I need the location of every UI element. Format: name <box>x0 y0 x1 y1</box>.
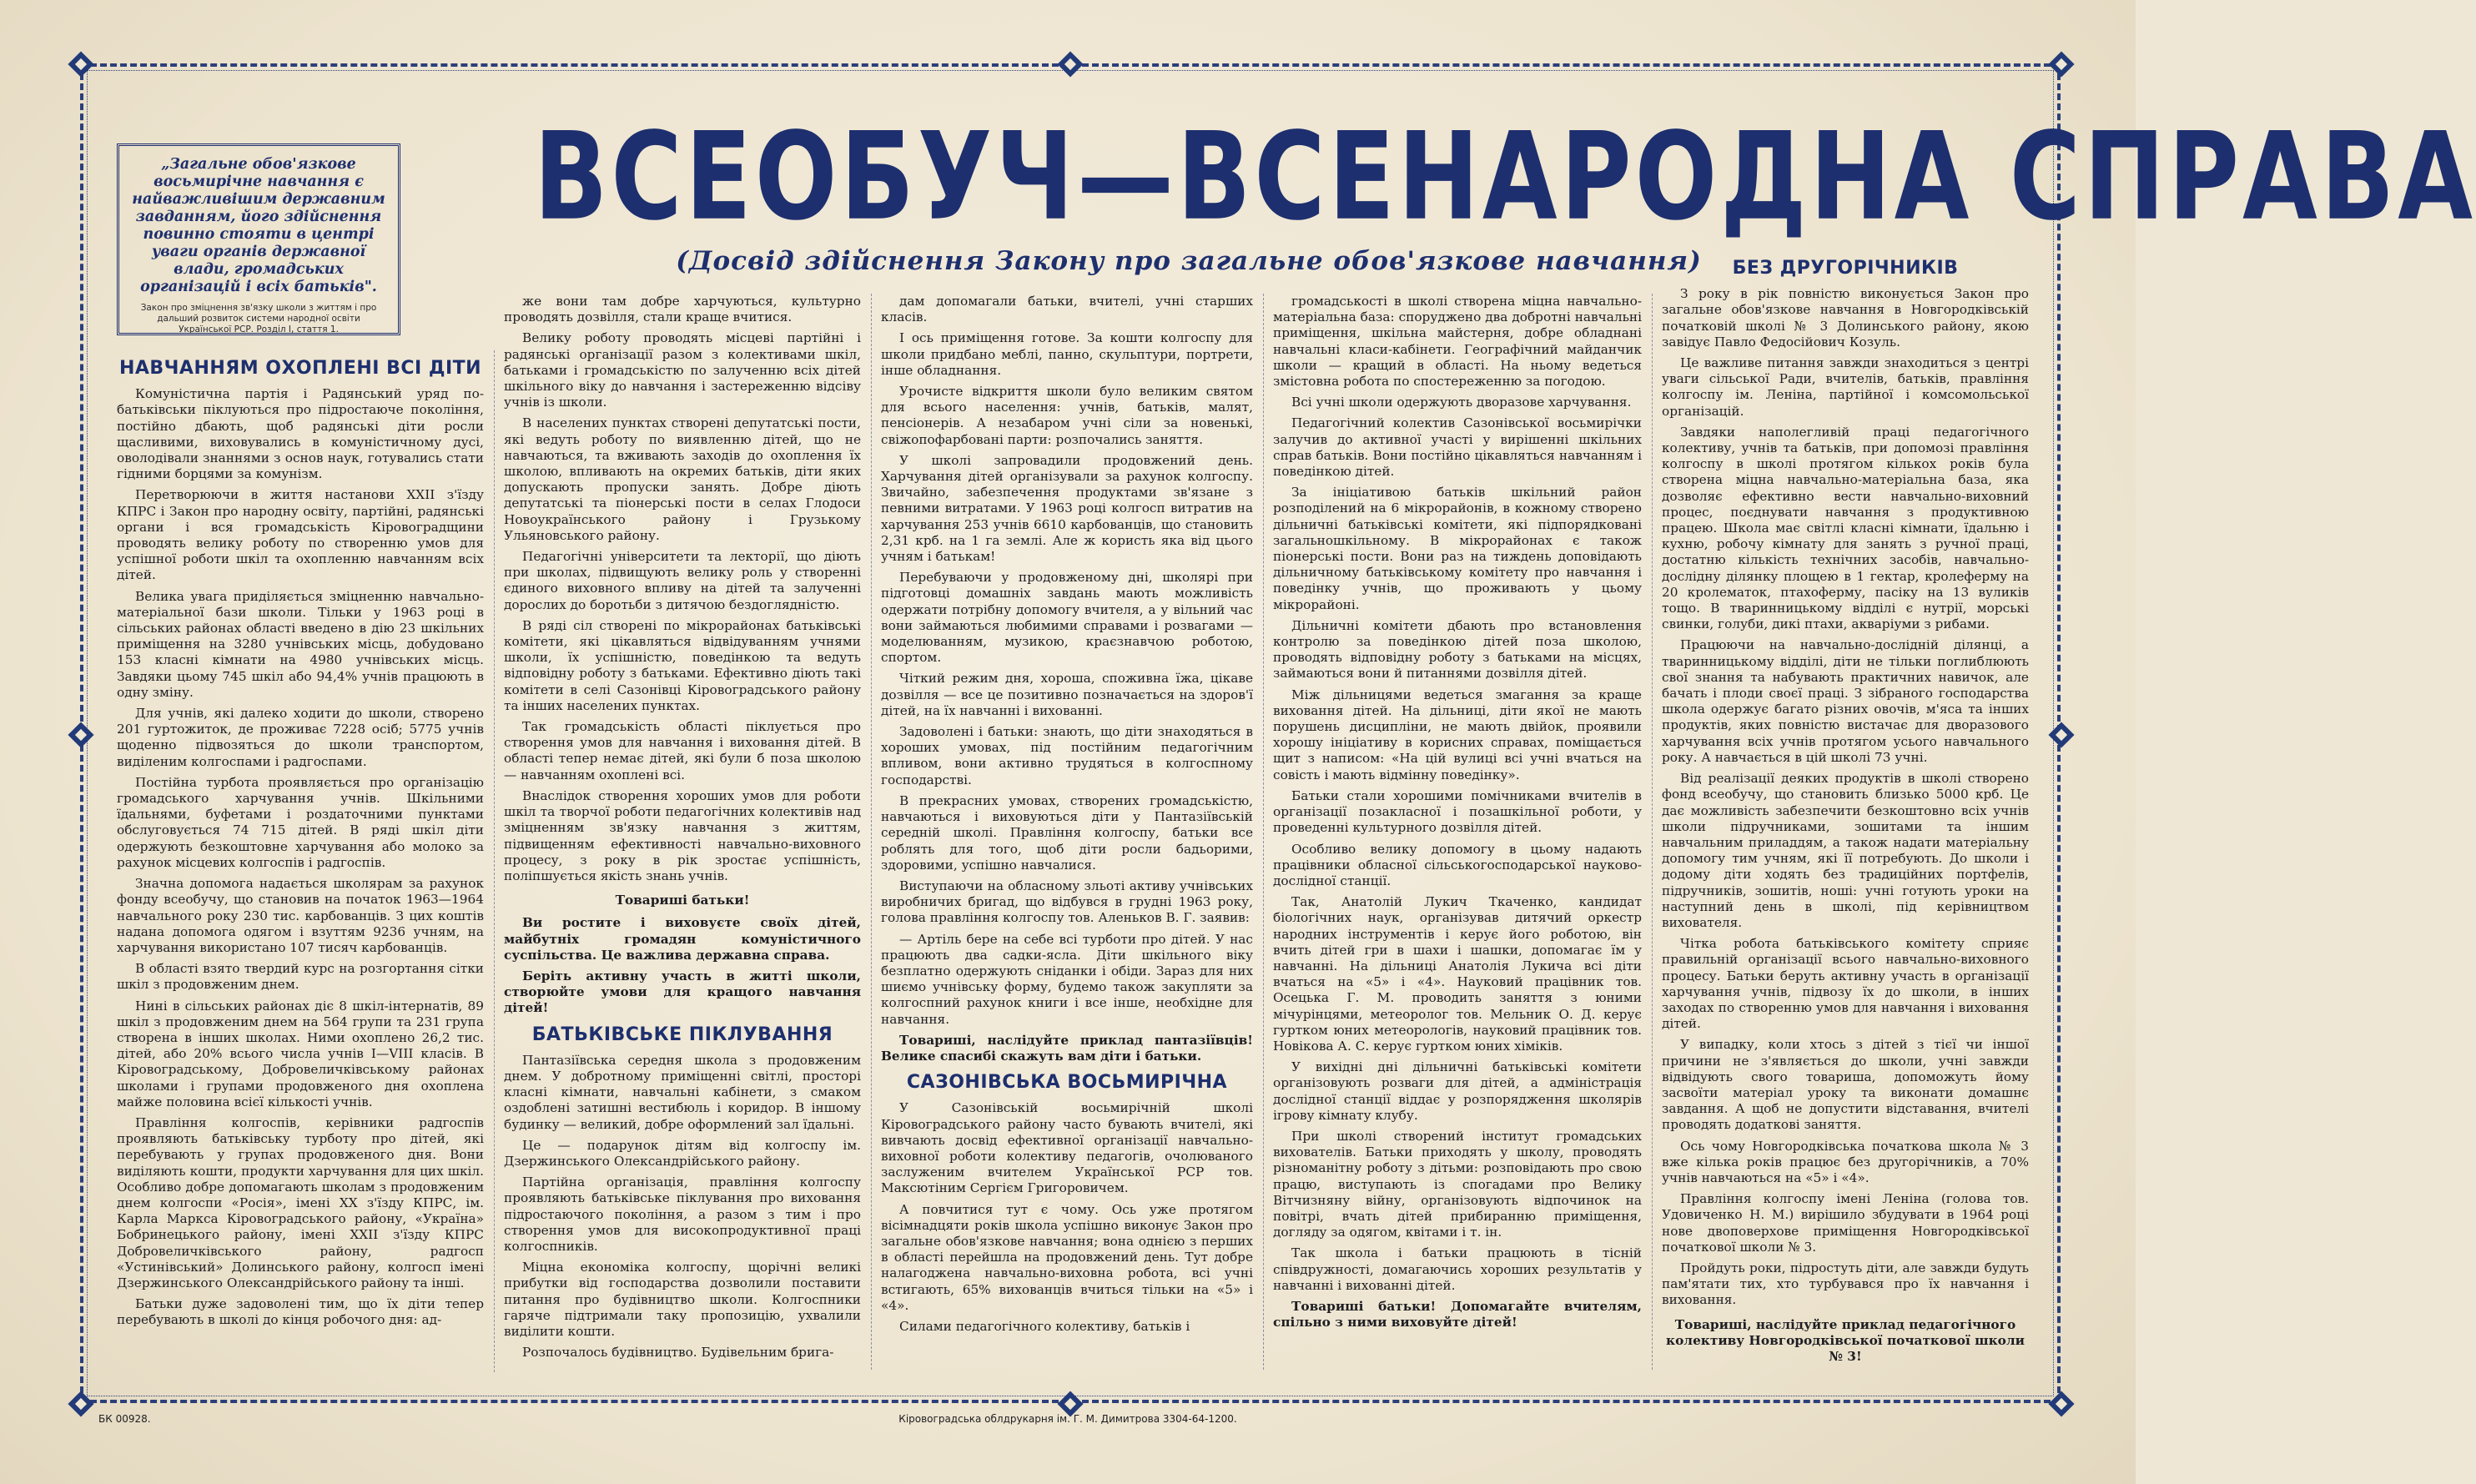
paragraph: Силами педагогічного колективу, батьків і <box>899 1318 1190 1334</box>
appeal-title: Товариші батьки! <box>615 893 750 908</box>
paragraph: У Сазонівській восьмирічній школі Кіровоградського району часто бувають вчителі, які вивчають досвід ефективної організації навчально-виховної роботи колективу педагогів, очолюваного заслуженим вчителем Української РСР тов. Максютіним Сергієм Григоровичем. <box>881 1100 1253 1196</box>
law-quote-source: Закон про зміцнення зв'язку школи з життям і про дальший розвиток системи народної освіти Української РСР. Розділ I, стаття 1. <box>140 303 377 335</box>
column-rule <box>1263 294 1264 1370</box>
printer-imprint: Кіровоградська облдрукарня ім. Г. М. Димитрова 3304-64-1200. <box>898 1413 1237 1425</box>
paragraph: Перетворюючи в життя настанови XXII з'їзду КПРС і Закон про народну освіту, партійні, радянські органи і вся громадськість Кіровоградщини проводять велику роботу по створенню умов для успішної роботи шкіл та охопленню навчанням всіх дітей. <box>117 487 484 583</box>
paragraph: Розпочалось будівництво. Будівельним брига- <box>522 1345 834 1361</box>
paragraph: Для учнів, які далеко ходити до школи, створено 201 гуртожиток, де проживає 7228 осіб; 5775 учнів щоденно підвозяться до школи транспортом, виділеним колгоспами і радгоспами. <box>117 706 484 769</box>
paragraph: З року в рік повністю виконується Закон про загальне обов'язкове навчання в Новгородківській початковій школі № 3 Долинського району, якою завідує Павло Федосійович Козуль. <box>1662 286 2029 350</box>
paragraph: Значна допомога надається школярам за рахунок фонду всеобучу, що становив на початок 1963—1964 навчального року 230 тис. карбованців. З цих коштів надана допомога одягом і взуттям 9236 учням, на харчування використано 107 тисяч карбованців. <box>117 876 484 955</box>
paragraph: Задоволені і батьки: знають, що діти знаходяться в хороших умовах, під постійним педагогічним впливом, вони активно трудяться в колгоспному господарстві. <box>881 724 1253 787</box>
appeal-text: Товариші, наслідуйте приклад педагогічного колективу Новгородківської початкової школи № 3! <box>1666 1316 2025 1364</box>
column-rule <box>1652 294 1653 1370</box>
paragraph: Так школа і батьки працюють в тісній співдружності, домагаючись хороших результатів у навчанні і вихованні дітей. <box>1273 1245 1642 1293</box>
paragraph: У школі запровадили продовжений день. Харчування дітей організували за рахунок колгоспу. Звичайно, забезпечення продуктами зв'язане з певними витратами. У 1963 році колгосп витратив на харчування 253 учнів 6610 карбованців, що становить 2,31 крб. на 1 га землі. Але ж користь яка від цього учням і батькам! <box>881 452 1253 565</box>
paragraph: Велику роботу проводять місцеві партійні і радянські організації разом з колективами шкіл, батьками і громадськістю по залученню всіх дітей шкільного віку до навчання і застереженню відсіву учнів із школи. <box>504 330 861 410</box>
paragraph: У випадку, коли хтось з дітей з тієї чи іншої причини не з'являється до школи, учні завжди відвідують свого товариша, допоможуть йому засвоїти матеріал уроку та виконати домашнє завдання. А щоб не допустити відставання, вчителі проводять додаткові заняття. <box>1662 1037 2029 1133</box>
paragraph: В ряді сіл створені по мікрорайонах батьківські комітети, які цікавляться відвідуванням учнями школи, їх успішністю, поведінкою та ведуть відповідну роботу з батьками. Ефективно діють такі комітети в селі Сазонівці Кіровоградського району та інших населених пунктах. <box>504 617 861 713</box>
headline: ВСЕОБУЧ—ВСЕНАРОДНА СПРАВА <box>534 107 2476 248</box>
paragraph: же вони там добре харчуються, культурно проводять дозвілля, стали краще вчитися. <box>504 294 861 325</box>
paragraph: Комуністична партія і Радянський уряд по-батьківськи піклуються про підростаюче покоління, постійно дбають, щоб радянські діти росли щасливими, виховувались в комуністичному дусі, оволодівали знаннями з основ наук, готувались стати гідними борцями за комунізм. <box>117 386 484 482</box>
column-2 <box>504 294 861 1378</box>
paragraph: Працюючи на навчально-дослідній ділянці, а тваринницькому відділі, діти не тільки поглиблюють свої знання та набувають практичних навичок, але бачать і плоди своєї праці. З зібраного господарства школа одержує багато різних овочів, м'яса та інших продуктів, яких повністю вистачає для дворазового харчування всіх учнів протягом усього навчального року. А навчається в цій школі 73 учні. <box>1662 637 2029 765</box>
paragraph: Правління колгоспу імені Леніна (голова тов. Удовиченко Н. М.) вирішило збудувати в 1964 році нове двоповерхове приміщення Новгородківської початкової школи № 3. <box>1662 1191 2029 1255</box>
appeal-text: Товариші, наслідуйте приклад пантазіївців! Велике спасибі скажуть вам діти і батьки. <box>881 1032 1253 1064</box>
paragraph: В області взято твердий курс на розгортання сітки шкіл з продовженим днем. <box>117 961 484 993</box>
paragraph: Від реалізації деяких продуктів в школі створено фонд всеобучу, що становить близько 5000 крб. Це дає можливість забезпечити безкоштовно всіх учнів школи підручниками, зошитами та іншим навчальним приладдям, а також надати матеріальну допомогу тим учням, які її потребують. До школи і додому діти ходять без традиційних портфелів, підручників, зошитів, ноші: учні готують уроки на наступний день в школі, під керівництвом вихователя. <box>1662 771 2029 930</box>
paragraph: Нині в сільських районах діє 8 шкіл-інтернатів, 89 шкіл з продовженим днем на 564 групи та 231 група створена в інших школах. Ними охоплено 26,2 тис. дітей, або 20% всього числа учнів I—VIII класів. В Кіровоградському, Добровеличківському районах школами і групами продовженого дня охоплена майже половина всієї кількості учнів. <box>117 998 484 1109</box>
paragraph: Педагогічні університети та лекторії, що діють при школах, підвищують велику роль у створенні єдиного виховного впливу на дітей та залученні дорослих до боротьби з дитячою бездоглядністю. <box>504 549 861 612</box>
paragraph: Виступаючи на обласному зльоті активу учнівських виробничих бригад, що відбувся в грудні 1963 року, голова правління колгоспу тов. Аленьков В. Г. заявив: <box>881 878 1253 926</box>
section-heading: САЗОНІВСЬКА ВОСЬМИРІЧНА <box>906 1072 1228 1094</box>
paragraph: Велика увага приділяється зміцненню навчально-матеріальної бази школи. Тільки у 1963 році в сільських районах області введено в дію 23 шкільних приміщення на 3280 учнівських місць, добудовано 153 класні кімнати на 4980 учнівських місць. Завдяки цьому 745 шкіл або 94,4% учнів працюють в одну зміну. <box>117 588 484 700</box>
paragraph: дам допомагали батьки, вчителі, учні старших класів. <box>881 294 1253 325</box>
paragraph: Перебуваючи у продовженому дні, школярі при підготовці домашніх завдань мають можливість одержати потрібну допомогу вчителя, а у вільний час вони займаються любимими справами і розвагами — моделюванням, музикою, краєзнавчою роботою, спортом. <box>881 570 1253 666</box>
subheadline: (Досвід здійснення Закону про загальне обов'язкове навчання) <box>676 246 1702 276</box>
paragraph: Чітка робота батьківського комітету сприяє правильній організації всього навчально-виховного процесу. Батьки беруть активну участь в організації харчування учнів, підвозу їх до школи, в інших заходах по створенню умов для навчання і виховання дітей. <box>1662 936 2029 1032</box>
section-heading: БЕЗ ДРУГОРІЧНИКІВ <box>1732 258 1959 279</box>
column-5 <box>1662 250 2029 1376</box>
paragraph: Постійна турбота проявляється про організацію громадського харчування учнів. Шкільними їдальнями, буфетами і роздаточними пунктами обслуговується 74 715 дітей. В ряді шкіл діти одержують безкоштовне харчування або молоко за рахунок місцевих колгоспів і радгоспів. <box>117 774 484 870</box>
law-quote-box <box>117 143 400 335</box>
appeal-text: Беріть активну участь в житті школи, створюйте умови для кращого навчання дітей! <box>504 968 861 1016</box>
paragraph: Всі учні школи одержують дворазове харчування. <box>1291 395 1632 410</box>
paragraph: А повчитися тут є чому. Ось уже протягом вісімнадцяти років школа успішно виконує Закон про загальне обов'язкове навчання; вона однією з перших в області перейшла на продовжений день. Тут добре налагоджена навчально-виховна робота, всі учні встигають, 65% вихованців вчиться тільки на «5» і «4». <box>881 1201 1253 1313</box>
paragraph: Чіткий режим дня, хороша, споживна їжа, цікаве дозвілля — все це позитивно позначається на здоров'ї дітей, на їх навчанні і вихованні. <box>881 671 1253 718</box>
paragraph: Батьки дуже задоволені тим, що їх діти тепер перебувають в школі до кінця робочого дня: ад- <box>117 1296 484 1328</box>
paragraph: Батьки стали хорошими помічниками вчителів в організації позакласної і позашкільної роботи, у проведенні культурного дозвілля дітей. <box>1273 787 1642 836</box>
section-heading: БАТЬКІВСЬКЕ ПІКЛУВАННЯ <box>531 1024 833 1045</box>
column-3 <box>881 294 1253 1378</box>
paragraph: І ось приміщення готове. За кошти колгоспу для школи придбано меблі, панно, скульптури, портрети, інше обладнання. <box>881 330 1253 378</box>
paragraph: В населених пунктах створені депутатські пости, які ведуть роботу по виявленню дітей, що не навчаються, та вживають заходів до охоплення їх школою, впливають на окремих батьків, діти яких допускають пропуски занять. Добре діють депутатські та піонерські пости в селах Глодоси Новоукраїнського району і Грузькому Ульяновського району. <box>504 415 861 543</box>
paragraph: Педагогічний колектив Сазонівської восьмирічки залучив до активної участі у вирішенні шкільних справ батьків. Вони постійно цікавляться навчанням і поведінкою дітей. <box>1273 415 1642 480</box>
paragraph: — Артіль бере на себе всі турботи про дітей. У нас працюють два садки-ясла. Діти шкільного віку безплатно одержують сніданки і обіди. Зараз для них шиємо учнівську форму, будемо також закупляти за колгоспний рахунок книги і все інше, необхідне для навчання. <box>881 931 1253 1027</box>
paragraph: Міцна економіка колгоспу, щорічні великі прибутки від господарства дозволили поставити питання про будівництво школи. Колгоспники гаряче підтримали таку пропозицію, ухвалили виділити кошти. <box>504 1260 861 1339</box>
paragraph: При школі створений інститут громадських вихователів. Батьки приходять у школу, проводять різноманітну роботу з дітьми: розповідають про свою працю, виступають із спогадами про Велику Вітчизняну війну, організовують відпочинок на повітрі, вчать дітей прибиранню приміщення, догляду за одягом, квітами і т. ін. <box>1273 1128 1642 1240</box>
paragraph: громадськості в школі створена міцна навчально-матеріальна база: споруджено два добротні навчальні приміщення, шкільна майстерня, добре обладнані навчальні класи-кабінети. Географічний майданчик школи — кращий в області. На ньому ведеться змістовна робота по спостереженню за погодою. <box>1273 294 1642 390</box>
paragraph: Пройдуть роки, підростуть діти, але завжди будуть пам'ятати тих, хто турбувався про їх навчання і виховання. <box>1662 1260 2029 1308</box>
column-1 <box>117 350 484 1376</box>
catalog-code: БК 00928. <box>98 1413 151 1425</box>
paragraph: Внаслідок створення хороших умов для роботи шкіл та творчої роботи педагогічних колективів над зміцненням зв'язку навчання з життям, підвищенням ефективності навчально-виховного процесу, з року в рік зростає успішність, поліпшується якість знань учнів. <box>504 787 861 883</box>
paragraph: Це важливе питання завжди знаходиться з центрі уваги сільської Ради, вчителів, батьків, правління колгоспу ім. Леніна, партійної і комсомольської організацій. <box>1662 355 2029 419</box>
paragraph: Дільничні комітети дбають про встановлення контролю за поведінкою дітей поза школою, проводять відповідну роботу з батьками на місцях, займаються вони й питаннями дозвілля дітей. <box>1273 617 1642 682</box>
column-4 <box>1273 294 1642 1378</box>
paragraph: Партійна організація, правління колгоспу проявляють батьківське піклування про виховання підростаючого покоління, а разом з тим і про створення умов для високопродуктивної праці колгоспників. <box>504 1175 861 1254</box>
paragraph: Пантазіївська середня школа з продовженим днем. У добротному приміщенні світлі, просторі класні кімнати, навчальні кабінети, з смаком оздоблені затишні вестибюль і коридор. В іншому будинку — великий, добре оформлений зал їдальні. <box>504 1052 861 1132</box>
paragraph: Між дільницями ведеться змагання за краще виховання дітей. На дільниці, діти якої не мають порушень дисципліни, не мають двійок, проявили хорошу ініціативу в корисних справах, поміщається щит з написом: «На цій вулиці всі учні вчаться на совість і мають відмінну поведінку». <box>1273 687 1642 782</box>
paragraph: Урочисте відкриття школи було великим святом для всього населення: учнів, батьків, малят, пенсіонерів. А незабаром учні сіли за новенькі, свіжопофарбовані парти: розпочались заняття. <box>881 384 1253 447</box>
law-quote-text: „Загальне обов'язкове восьмирічне навчання є найважливішим державним завданням, його здійснення повинно стояти в центрі уваги органів державної влади, громадських організацій і всіх батьків". <box>132 156 385 295</box>
appeal-text: Ви ростите і виховуєте своїх дітей, майбутніх громадян комуністичного суспільства. Це важлива державна справа. <box>504 915 861 963</box>
section-heading: НАВЧАННЯМ ОХОПЛЕНІ ВСІ ДІТИ <box>118 358 482 379</box>
paragraph: Завдяки наполегливій праці педагогічного колективу, учнів та батьків, при допомозі правління колгоспу в школі протягом кількох років була створена міцна навчально-матеріальна база, яка дозволяє ефективно вести навчально-виховний процес, поєднувати навчання з продуктивною працею. Школа має світлі класні кімнати, їдальню і кухню, робочу кімнату для занять з ручної праці, достатню кількість технічних засобів, навчально-дослідну ділянку площею в 1 гектар, кролеферму на 20 кролематок, птахоферму, пасіку на 13 вуликів тощо. В тваринницькому відділі є нутрії, морські свинки, голуби, дикі птахи, акваріуми з рибами. <box>1662 424 2029 632</box>
paragraph: Особливо велику допомогу в цьому надають працівники обласної сільськогосподарської науково-дослідної станції. <box>1273 841 1642 888</box>
paragraph: Це — подарунок дітям від колгоспу ім. Дзержинського Олександрійського району. <box>504 1137 861 1169</box>
appeal-text: Товариші батьки! Допомагайте вчителям, спільно з ними виховуйте дітей! <box>1273 1298 1642 1331</box>
paragraph: Ось чому Новгородківська початкова школа № 3 вже кілька років працює без другорічників, а 70% учнів навчаються на «5» і «4». <box>1662 1138 2029 1185</box>
paragraph: Так, Анатолій Лукич Ткаченко, кандидат біологічних наук, організував дитячий оркестр народних інструментів і керує його роботою, він вчить дітей гри в шахи і шашки, допомагає їм у навчанні. На дільниці Анатолія Лукича всі діти вчаться на «5» і «4». Науковий працівник тов. Осецька Г. М. проводить заняття з юними мічурінцями, метеоролог тов. Мельник О. Д. керує гуртком юних метеорологів, науковий працівник тов. Новікова А. С. керує гуртком юних хіміків. <box>1273 894 1642 1054</box>
paragraph: За ініціативою батьків шкільний район розподілений на 6 мікрорайонів, в кожному створено дільничні батьківські комітети, які підпорядковані загальношкільному. В мікрорайонах є також піонерські пости. Вони раз на тиждень доповідають дільничному батьківському комітету про навчання і поведінку учнів, що проживають у цьому мікрорайоні. <box>1273 485 1642 612</box>
paragraph: У вихідні дні дільничні батьківські комітети організовують розваги для дітей, а адміністрація дослідної станції віддає у розпорядження школярів ігрову кімнату клубу. <box>1273 1059 1642 1123</box>
paragraph: Так громадськість області піклується про створення умов для навчання і виховання дітей. В області тепер немає дітей, які були б поза школою — навчанням охоплені всі. <box>504 719 861 782</box>
paragraph: В прекрасних умовах, створених громадськістю, навчаються і виховуються діти у Пантазіївській середній школі. Правління колгоспу, батьки все роблять для того, щоб діти росли бадьорими, здоровими, успішно навчалися. <box>881 792 1253 873</box>
paragraph: Правління колгоспів, керівники радгоспів проявляють батьківську турботу про дітей, які перебувають у групах продовженого дня. Вони виділяють кошти, продукти харчування для цих шкіл. Особливо добре допомагають школам з продовженим днем колгоспи «Росія», імені XX з'їзду КПРС, ім. Карла Маркса Кіровоградського району, «Україна» Бобринецького району, імені XXII з'їзду КПРС Добровеличківського району, радгосп «Устинівський» Долинського району, колгосп імені Дзержинського Олександрійського району та інші. <box>117 1114 484 1290</box>
column-rule <box>494 350 495 1372</box>
column-rule <box>871 294 872 1370</box>
